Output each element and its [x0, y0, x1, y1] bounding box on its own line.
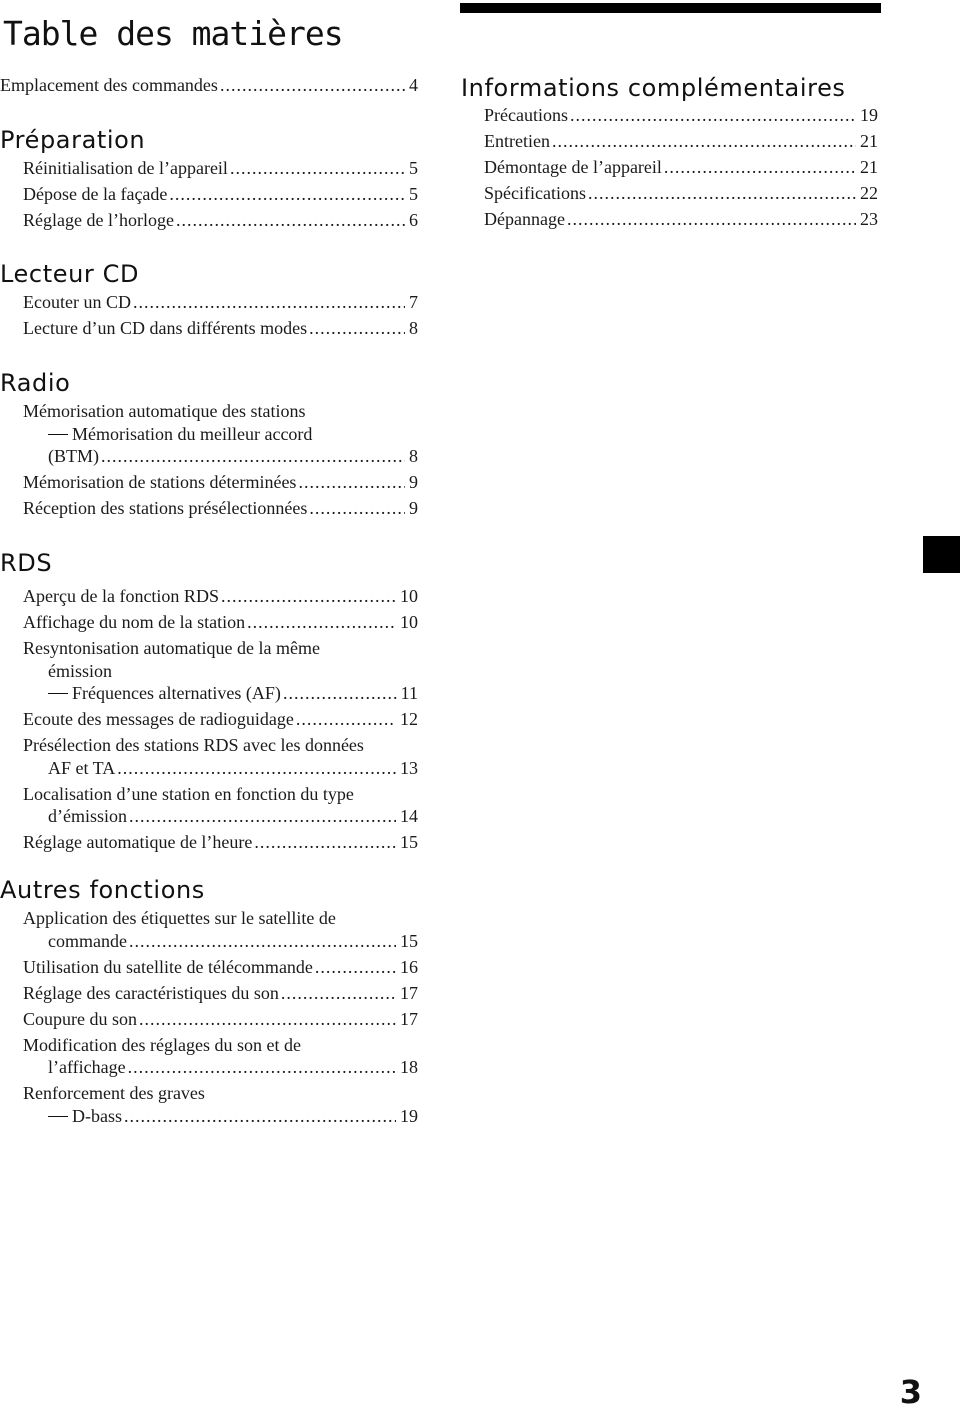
toc-entry-page: 5: [409, 158, 418, 178]
toc-entry[interactable]: [461, 208, 878, 231]
section-preparation: [0, 124, 418, 235]
header-rule: [460, 3, 881, 13]
toc-entry-label: Spécifications: [484, 183, 586, 203]
toc-entry-page: 21: [860, 131, 878, 151]
toc-entry-line: Application des étiquettes sur le satellite de: [23, 908, 336, 928]
toc-entry-line: Renforcement des graves: [23, 1083, 205, 1103]
em-dash: [48, 434, 68, 435]
toc-entry[interactable]: [0, 157, 418, 180]
toc-entry-page: 8: [409, 318, 418, 338]
toc-entry[interactable]: [0, 400, 418, 468]
leader-dots: [664, 156, 856, 179]
leader-dots: [176, 209, 405, 232]
toc-entry-page: 14: [400, 806, 418, 826]
toc-entry-page: 19: [860, 105, 878, 125]
toc-entry-page: 8: [409, 446, 418, 466]
leader-dots: [220, 74, 405, 97]
toc-entry-page: 4: [409, 75, 418, 95]
toc-entry[interactable]: [0, 291, 418, 314]
toc-entry-label: Ecoute des messages de radioguidage: [23, 709, 294, 729]
toc-entry[interactable]: [0, 982, 418, 1005]
toc-entry-page: 5: [409, 184, 418, 204]
toc-entry-label: Précautions: [484, 105, 568, 125]
leader-dots: [128, 1056, 396, 1079]
toc-entry-line: Modification des réglages du son et de: [23, 1034, 301, 1055]
leader-dots: [254, 831, 396, 854]
toc-entry[interactable]: [461, 104, 878, 127]
toc-entry-page: 10: [400, 612, 418, 632]
leader-dots: [567, 208, 856, 231]
toc-entry-label: Lecture d’un CD dans différents modes: [23, 318, 308, 338]
toc-entry-label: l’affichage: [48, 1057, 126, 1077]
leader-dots: [315, 956, 396, 979]
section-tab-marker: [923, 536, 960, 573]
toc-entry[interactable]: [461, 156, 878, 179]
leader-dots: [230, 157, 405, 180]
toc-entry[interactable]: [0, 317, 418, 340]
leader-dots: [247, 611, 396, 634]
toc-entry-page: 15: [400, 930, 418, 951]
toc-entry[interactable]: [0, 585, 418, 608]
toc-entry-line: Mémorisation du meilleur accord: [72, 423, 313, 444]
section-heading: Informations complémentaires: [461, 74, 846, 102]
toc-entry[interactable]: [461, 130, 878, 153]
leader-dots: [139, 1008, 396, 1031]
intro-section: [0, 74, 418, 100]
section-heading: RDS: [0, 549, 53, 577]
toc-entry-label: Réglage des caractéristiques du son: [23, 982, 279, 1003]
toc-entry-line: Présélection des stations RDS avec les données: [23, 735, 364, 755]
leader-dots: [101, 445, 405, 468]
toc-entry[interactable]: [0, 497, 418, 520]
toc-entry[interactable]: [0, 637, 418, 705]
toc-entry-label: Fréquences alternatives (AF): [72, 683, 281, 703]
toc-entry-label: Démontage de l’appareil: [484, 157, 662, 177]
toc-entry-page: 6: [409, 210, 418, 230]
toc-entry-label: AF et TA: [48, 757, 116, 778]
toc-entry[interactable]: [0, 1034, 418, 1079]
toc-entry-label: Ecouter un CD: [23, 292, 131, 312]
toc-entry-page: 18: [400, 1057, 418, 1077]
em-dash: [48, 693, 68, 694]
toc-entry-line: Localisation d’une station en fonction du type: [23, 783, 354, 804]
toc-entry-page: 11: [400, 683, 418, 703]
toc-entry-line: émission: [48, 660, 113, 681]
section-heading: Lecteur CD: [0, 260, 140, 288]
toc-entry-label: d’émission: [48, 806, 127, 826]
leader-dots: [133, 291, 405, 314]
toc-entry-page: 15: [400, 832, 418, 852]
toc-entry-label: Dépose de la façade: [23, 184, 168, 204]
section-informations: [461, 72, 878, 234]
toc-entry-page: 9: [409, 498, 418, 518]
toc-entry-page: 7: [409, 292, 418, 312]
toc-entry-line: Resyntonisation automatique de la même: [23, 638, 320, 658]
toc-entry-page: 17: [400, 982, 418, 1003]
toc-entry-subline: [23, 423, 418, 446]
toc-entry-label: commande: [48, 930, 127, 951]
leader-dots: [309, 317, 405, 340]
toc-entry[interactable]: [0, 708, 418, 731]
toc-entry-label: Réception des stations présélectionnées: [23, 498, 308, 518]
toc-entry[interactable]: [0, 907, 418, 952]
leader-dots: [309, 497, 405, 520]
leader-dots: [552, 130, 856, 153]
toc-entry-page: 10: [400, 586, 418, 606]
toc-entry[interactable]: [0, 734, 418, 779]
toc-entry-label: Utilisation du satellite de télécommande: [23, 956, 313, 977]
page-title: Table des matières: [3, 14, 343, 53]
toc-entry-page: 22: [860, 183, 878, 203]
toc-entry[interactable]: [0, 74, 418, 97]
section-heading: Préparation: [0, 126, 146, 154]
section-rds: [0, 547, 418, 857]
leader-dots: [281, 982, 396, 1005]
section-radio: [0, 367, 418, 523]
leader-dots: [588, 182, 856, 205]
leader-dots: [117, 757, 396, 780]
leader-dots: [298, 471, 405, 494]
toc-entry-label: D-bass: [72, 1105, 122, 1126]
toc-entry-label: Coupure du son: [23, 1008, 137, 1029]
toc-entry[interactable]: [0, 831, 418, 854]
toc-entry[interactable]: [0, 611, 418, 634]
toc-entry-line: Mémorisation automatique des stations: [23, 401, 306, 421]
toc-entry-page: 9: [409, 472, 418, 492]
section-heading: Autres fonctions: [0, 876, 205, 904]
em-dash: [48, 1116, 68, 1117]
leader-dots: [296, 708, 396, 731]
toc-entry-label: (BTM): [48, 446, 99, 466]
toc-entry-subline: [48, 1105, 122, 1128]
toc-entry-label: Affichage du nom de la station: [23, 612, 246, 632]
toc-entry-label: Réglage automatique de l’heure: [23, 832, 253, 852]
toc-entry-label: Entretien: [484, 131, 550, 151]
toc-entry-label: Mémorisation de stations déterminées: [23, 472, 297, 492]
toc-entry-page: 19: [400, 1105, 418, 1126]
page-number: 3: [899, 1373, 922, 1411]
section-lecteur-cd: [0, 258, 418, 343]
leader-dots: [129, 805, 396, 828]
toc-entry-label: Réglage de l’horloge: [23, 210, 174, 230]
toc-entry-label: Dépannage: [484, 209, 565, 229]
leader-dots: [124, 1105, 396, 1128]
toc-entry[interactable]: [0, 1008, 418, 1031]
toc-entry-page: 13: [400, 757, 418, 778]
toc-entry-page: 16: [400, 956, 418, 977]
section-autres-fonctions: [0, 874, 418, 1131]
toc-entry[interactable]: [0, 471, 418, 494]
toc-entry[interactable]: [0, 209, 418, 232]
toc-entry[interactable]: [0, 1082, 418, 1127]
leader-dots: [570, 104, 856, 127]
toc-entry-page: 17: [400, 1008, 418, 1029]
toc-entry-page: 12: [400, 709, 418, 729]
toc-entry-subline: [48, 682, 281, 705]
leader-dots: [221, 585, 396, 608]
toc-entry[interactable]: [0, 183, 418, 206]
toc-entry-label: Aperçu de la fonction RDS: [23, 586, 219, 606]
toc-entry-label: Réinitialisation de l’appareil: [23, 158, 228, 178]
leader-dots: [283, 682, 397, 705]
toc-entry[interactable]: [0, 783, 418, 828]
leader-dots: [129, 930, 396, 953]
toc-entry-page: 21: [860, 157, 878, 177]
toc-entry[interactable]: [0, 956, 418, 979]
toc-entry[interactable]: [461, 182, 878, 205]
section-heading: Radio: [0, 369, 71, 397]
leader-dots: [169, 183, 405, 206]
toc-entry-label: Emplacement des commandes: [0, 75, 218, 95]
toc-entry-page: 23: [860, 209, 878, 229]
